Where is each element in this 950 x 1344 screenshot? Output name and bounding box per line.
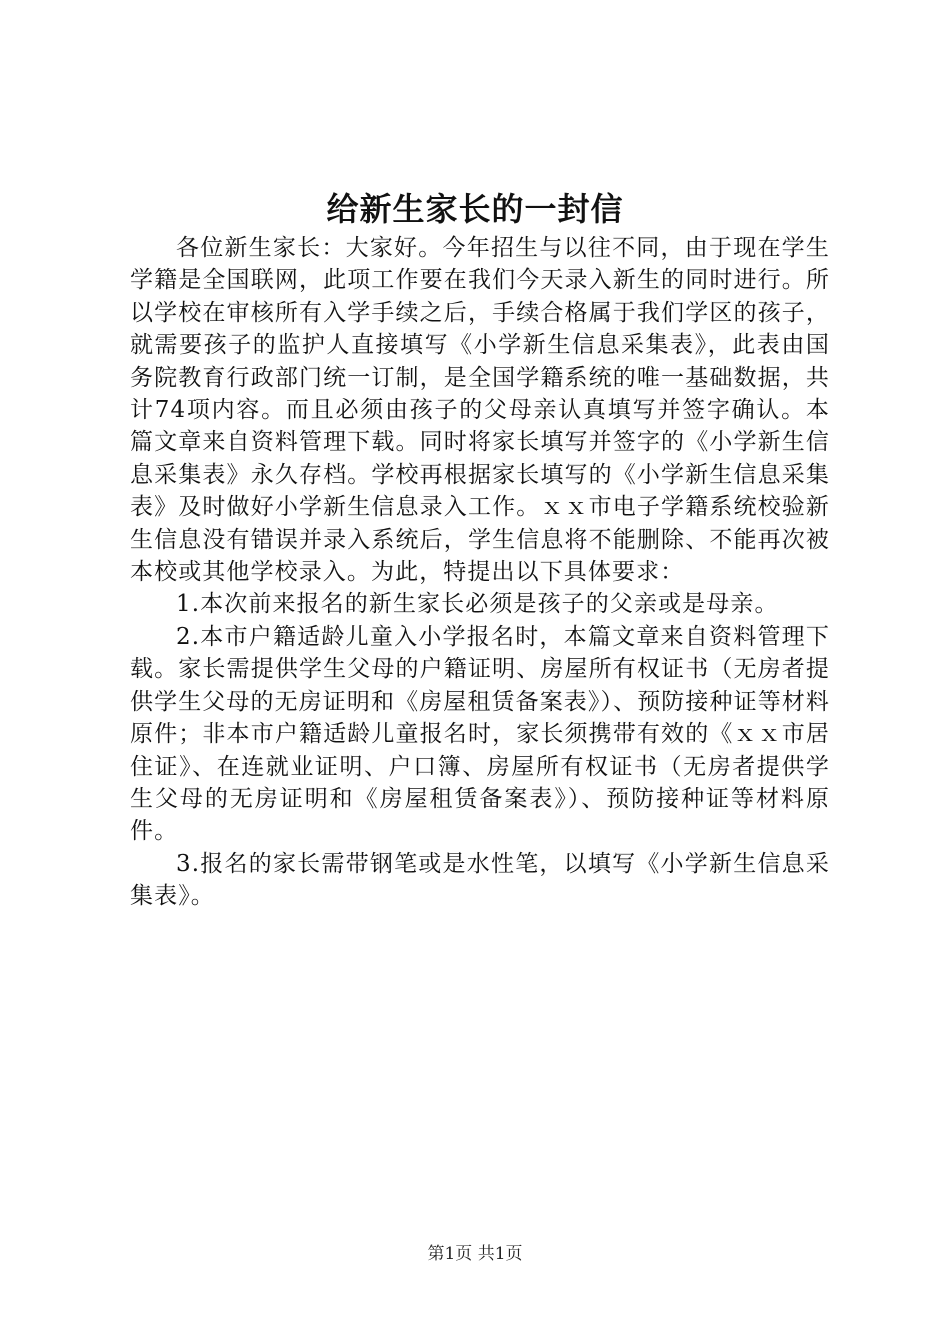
document-title: 给新生家长的一封信 [326, 190, 624, 228]
requirement-2-paragraph: 2.本市户籍适龄儿童入小学报名时，本篇文章来自资料管理下载。家长需提供学生父母的户籍证明、房屋所有权证书（无房者提供学生父母的无房证明和《房屋租赁备案表》）、预防接种证等材料原件；非本市户籍适龄儿童报名时，家长须携带有效的《ｘｘ市居住证》、在连就业证明、户口簿、房屋所有权证书（无房者提供学生父母的无房证明和《房屋租赁备案表》）、预防接种证等材料原件。 [130, 623, 830, 845]
intro-paragraph: 各位新生家长：大家好。今年招生与以往不同，由于现在学生学籍是全国联网，此项工作要在我们今天录入新生的同时进行。所以学校在审核所有入学手续之后，手续合格属于我们学区的孩子，就需要孩子的监护人直接填写《小学新生信息采集表》，此表由国务院教育行政部门统一订制，是全国学籍系统的唯一基础数据，共计74项内容。而且必须由孩子的父母亲认真填写并签字确认。本篇文章来自资料管理下载。同时将家长填写并签字的《小学新生信息采集表》永久存档。学校再根据家长填写的《小学新生信息采集表》及时做好小学新生信息录入工作。ｘｘ市电子学籍系统校验新生信息没有错误并录入系统后，学生信息将不能删除、不能再次被本校或其他学校录入。为此，特提出以下具体要求： [130, 235, 830, 586]
document-body [130, 232, 830, 913]
page-footer: 第1页 共1页 [427, 1244, 523, 1264]
requirement-3-paragraph: 3.报名的家长需带钢笔或是水性笔，以填写《小学新生信息采集表》。 [130, 850, 830, 910]
requirement-1-paragraph: 1.本次前来报名的新生家长必须是孩子的父亲或是母亲。 [176, 591, 779, 618]
